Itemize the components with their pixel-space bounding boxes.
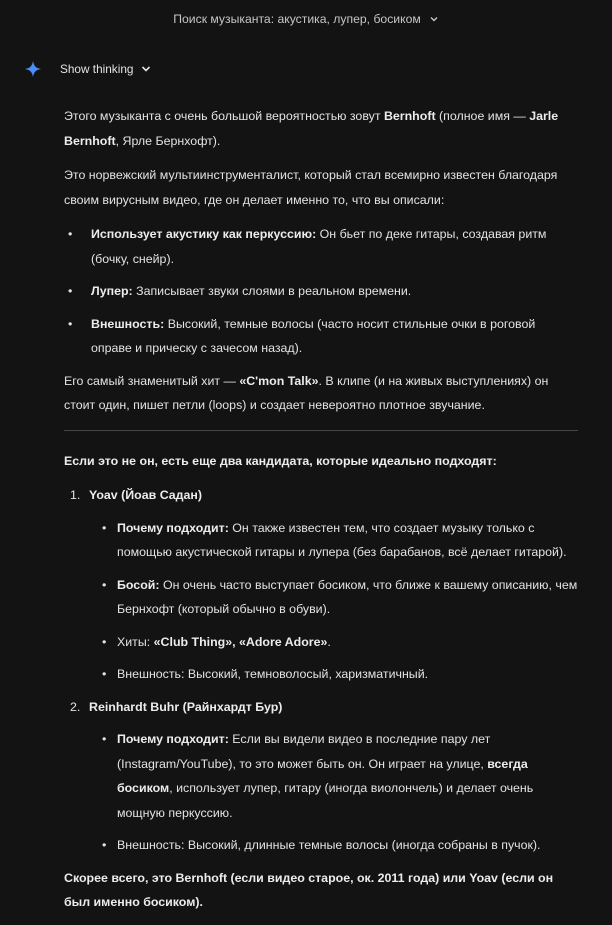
candidate-name: Reinhardt Buhr (Райнхардт Бур) — [89, 699, 283, 714]
bold-text: Bernhoft — [383, 109, 436, 123]
bold-text: Внешность: — [91, 316, 165, 331]
conclusion-paragraph — [64, 866, 578, 915]
alternatives-heading — [64, 449, 578, 474]
bold-text: Jarle Bernhoft — [64, 109, 559, 148]
text: . В клипе (и на живых выступлениях) он стоит один, пишет петли (loops) и создает невероятно плотное звучание. — [64, 373, 549, 412]
bold-text: всегда босиком — [117, 756, 528, 795]
list-item — [89, 833, 578, 858]
conversation-header — [0, 12, 612, 26]
text: Он очень часто выступает босиком, что ближе к вашему описанию, чем Бернхофт (который обычно в обуви). — [117, 577, 578, 616]
text: Высокий, темные волосы (часто носит стильные очки в роговой оправе и прическу с зачесом назад). — [91, 316, 536, 355]
chevron-down-icon — [141, 64, 151, 74]
list-item — [89, 516, 578, 565]
bold-text: «Club Thing», «Adore Adore» — [153, 634, 328, 649]
gemini-sparkle-icon — [24, 60, 42, 78]
bold-text: Босой: — [117, 577, 160, 592]
text: Записывает звуки слоями в реальном времени. — [132, 284, 412, 298]
list-item — [64, 222, 578, 271]
bold-text: Почему подходит: — [117, 732, 229, 746]
text: Внешность: Высокий, длинные темные волосы (иногда собраны в пучок). — [117, 838, 541, 852]
text: Его самый знаменитый хит — — [64, 373, 240, 388]
show-thinking-button[interactable] — [60, 62, 151, 76]
list-number: 2. — [70, 699, 81, 714]
bold-text: Скорее всего, это Bernhoft (если видео старое, ок. 2011 года) или Yoav (если он был именно босиком). — [64, 870, 554, 909]
candidate-name: Yoav (Йоав Садан) — [89, 488, 203, 502]
bold-text: Если это не он, есть еще два кандидата, которые идеально подходят: — [64, 453, 497, 468]
bold-text: Лупер: — [91, 284, 133, 298]
list-item — [89, 630, 578, 655]
candidate-item — [64, 483, 578, 687]
list-item — [64, 312, 578, 361]
conversation-title: Поиск музыканта: акустика, лупер, босиком — [173, 12, 421, 26]
list-item — [89, 727, 578, 825]
candidate-details — [89, 727, 578, 858]
text: (полное имя — — [435, 109, 530, 123]
list-number: 1. — [70, 488, 81, 502]
description-paragraph: Это норвежский мультиинструменталист, который стал всемирно известен благодаря своим вирусным видео, где он делает именно то, что вы описали: — [64, 168, 558, 207]
candidate-list — [64, 483, 578, 858]
text: Хиты: — [117, 634, 154, 649]
text: Этого музыканта с очень большой вероятностью зовут — [64, 109, 384, 123]
text: Он бьет по деке гитары, создавая ритм (бочку, снейр). — [91, 227, 547, 266]
bold-text: «C'mon Talk» — [239, 373, 319, 388]
list-item — [89, 662, 578, 687]
conversation-title-button[interactable] — [173, 12, 438, 26]
bold-text: Почему подходит: — [117, 520, 229, 535]
text: Внешность: Высокий, темноволосый, харизматичный. — [117, 667, 429, 681]
show-thinking-label: Show thinking — [60, 62, 134, 76]
text: Он также известен тем, что создает музыку только с помощью акустической гитары и лупера (без барабанов, всё делает гитарой). — [117, 520, 567, 559]
text: Если вы видели видео в последние пару лет (Instagram/YouTube), то это может быть он. Он играет на улице, — [117, 732, 491, 771]
candidate-details — [89, 516, 578, 687]
divider — [64, 430, 578, 431]
intro-paragraph — [64, 104, 578, 153]
text: . — [327, 634, 331, 649]
text: , Ярле Бернхофт). — [115, 133, 221, 148]
text: , использует лупер, гитару (иногда виолончель) и делает очень мощную перкуссию. — [117, 781, 534, 820]
chevron-down-icon — [429, 14, 439, 24]
list-item — [89, 573, 578, 622]
hit-paragraph — [64, 369, 578, 418]
response-header — [24, 60, 151, 78]
candidate-item — [64, 695, 578, 858]
bold-text: Использует акустику как перкуссию: — [91, 227, 317, 241]
list-item — [64, 279, 578, 304]
response-body — [64, 104, 578, 925]
feature-list — [64, 222, 578, 361]
